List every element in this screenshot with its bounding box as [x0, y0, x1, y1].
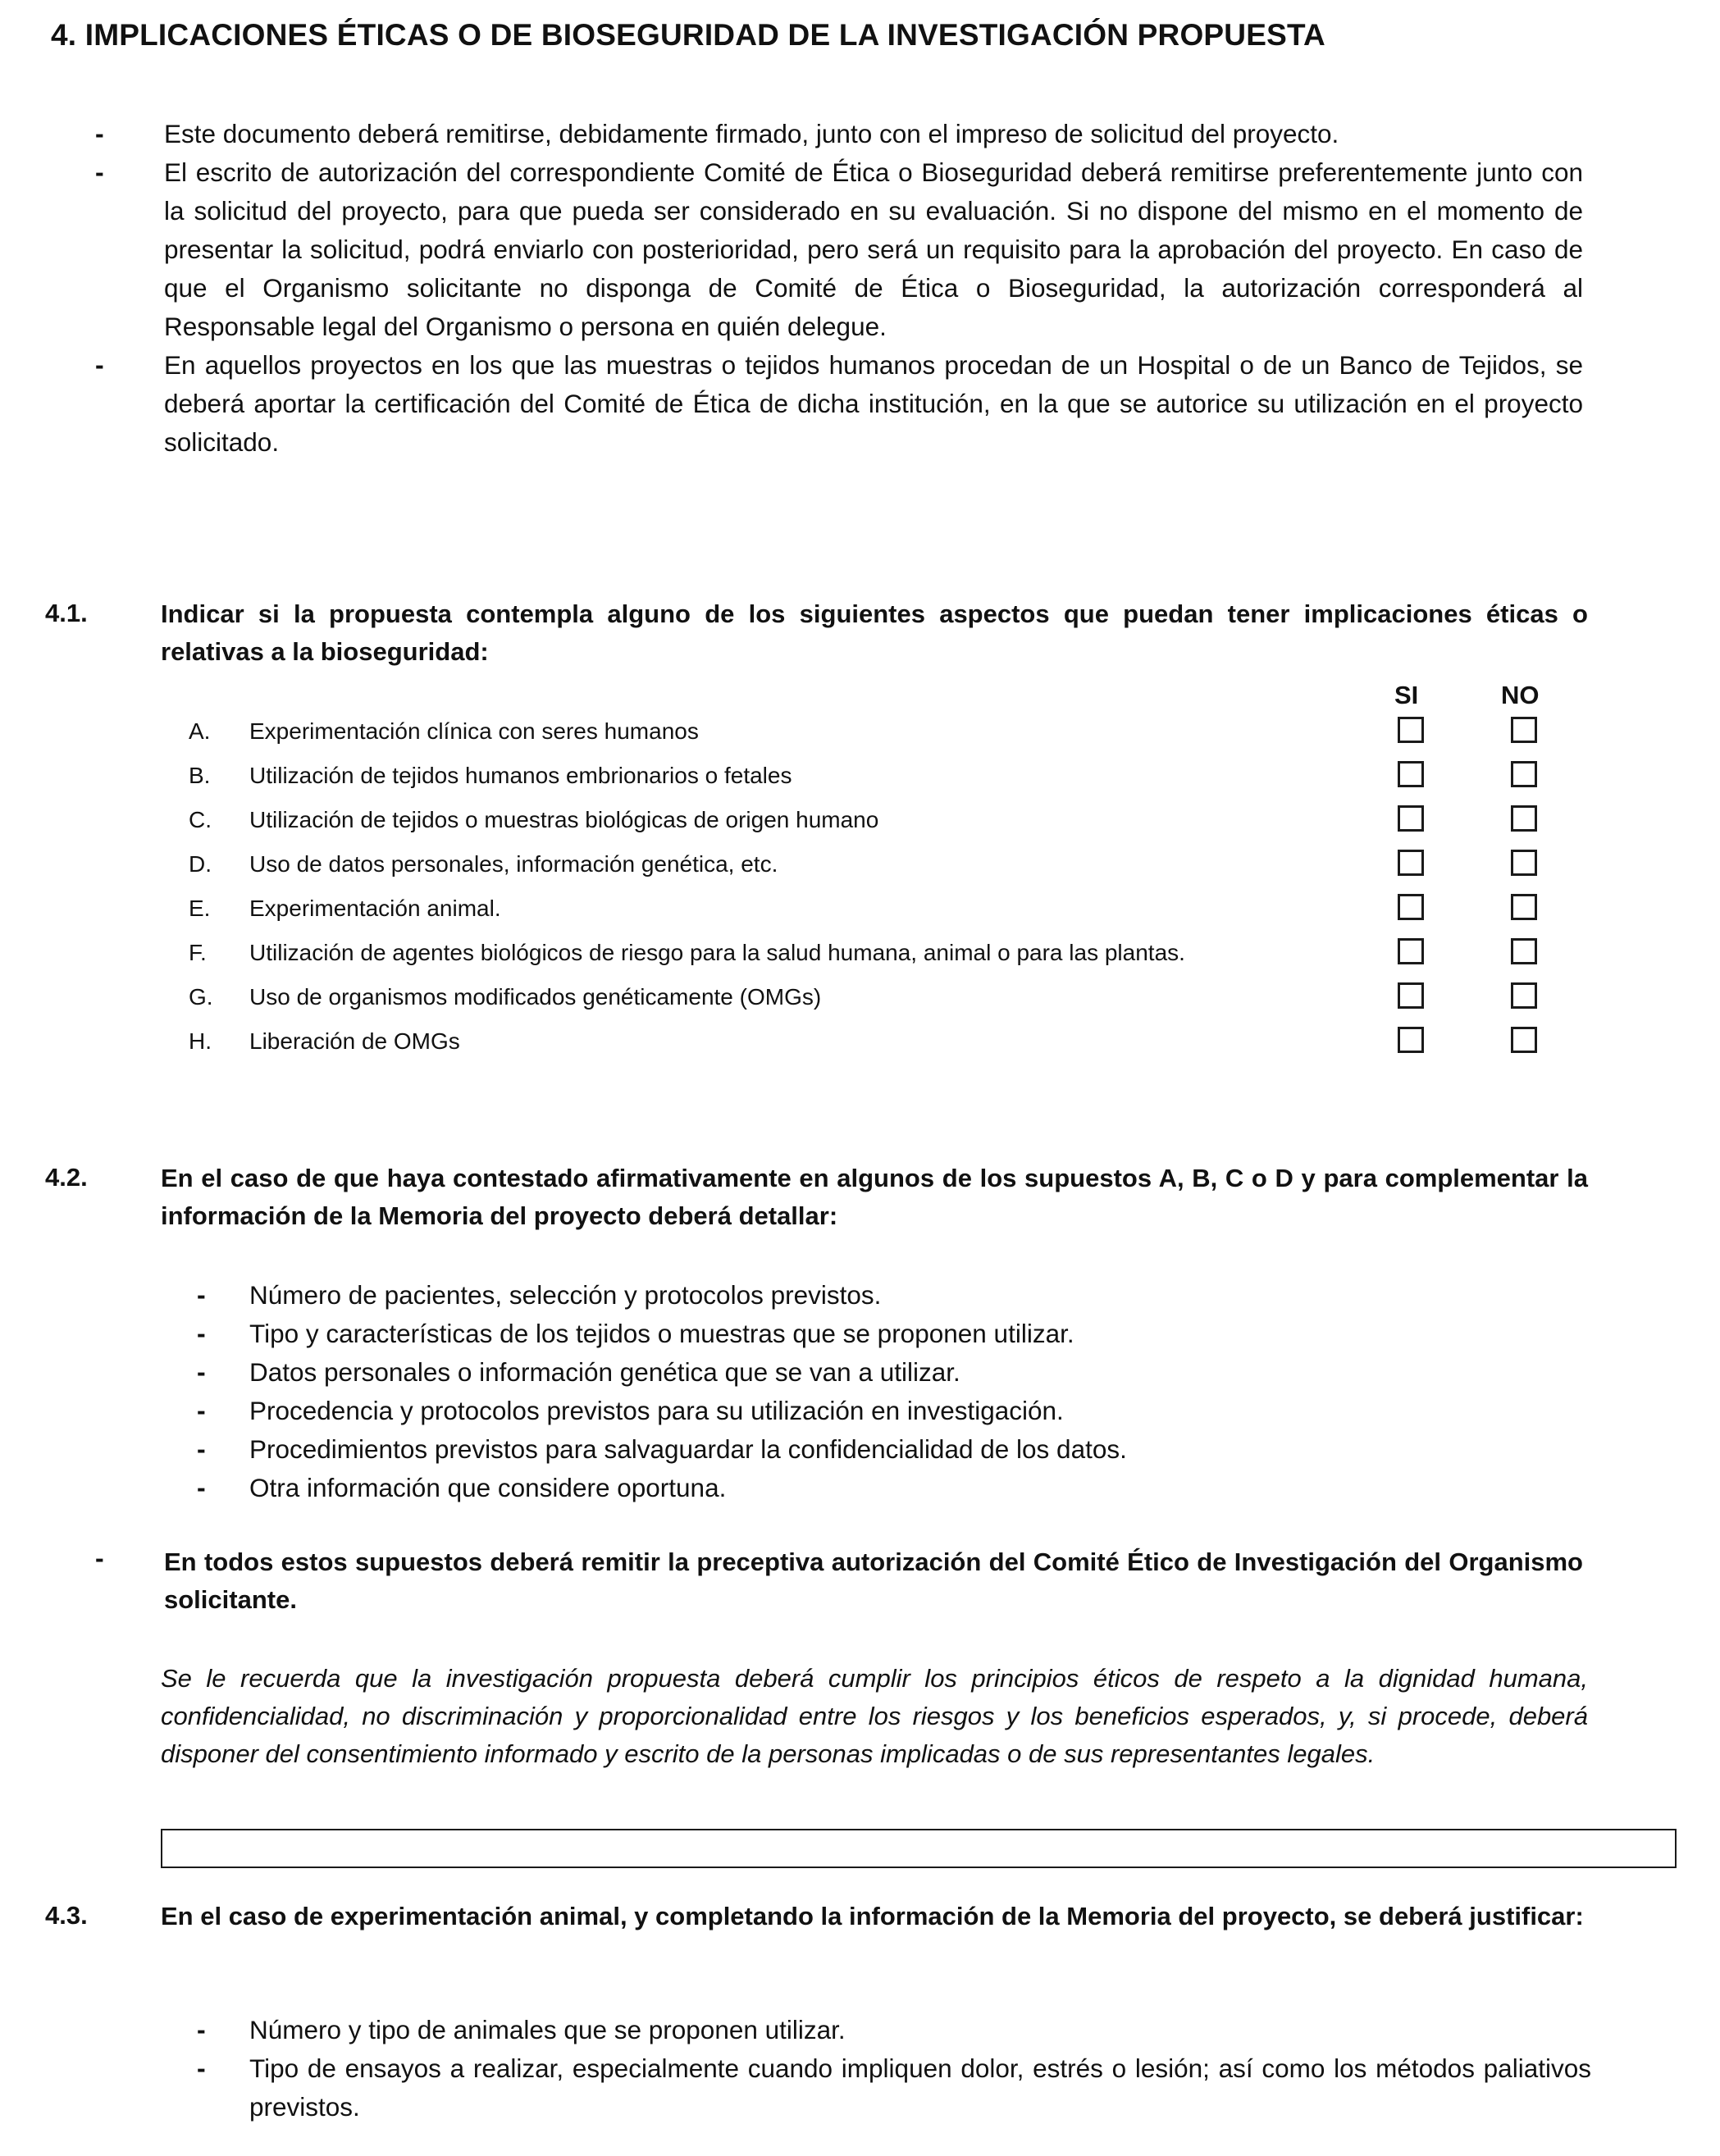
aspect-row-h [189, 1025, 1583, 1069]
section-heading-4-3: En el caso de experimentación animal, y completando la información de la Memoria del proyecto, se deberá justificar: [161, 1902, 1584, 1930]
aspect-text: Experimentación animal. [249, 896, 501, 921]
section-title: 4. IMPLICACIONES ÉTICAS O DE BIOSEGURIDAD DE LA INVESTIGACIÓN PROPUESTA [51, 18, 1325, 52]
aspect-row-e [189, 892, 1583, 937]
aspect-text: Utilización de agentes biológicos de riesgo para la salud humana, animal o para las plantas. [249, 940, 1185, 965]
dash-bullet: - [197, 2015, 206, 2044]
aspect-letter: A. [189, 718, 211, 744]
checkbox-si-e[interactable] [1398, 894, 1424, 920]
checkbox-no-h[interactable] [1511, 1027, 1537, 1053]
section-number-4-1: 4.1. [45, 599, 88, 627]
checkbox-no-e[interactable] [1511, 894, 1537, 920]
checkbox-si-c[interactable] [1398, 805, 1424, 832]
column-header-no: NO [1501, 681, 1540, 709]
aspect-letter: H. [189, 1028, 212, 1054]
checkbox-no-g[interactable] [1511, 982, 1537, 1009]
list-item [197, 1430, 1591, 1469]
dash-bullet: - [197, 1396, 206, 1425]
list-item [197, 2011, 1591, 2049]
aspect-letter: F. [189, 940, 207, 965]
aspect-row-f [189, 937, 1583, 981]
intro-item-text: Este documento deberá remitirse, debidamente firmado, junto con el impreso de solicitud del proyecto. [164, 119, 1339, 148]
aspect-row-b [189, 759, 1583, 804]
section-heading-4-1: Indicar si la propuesta contempla alguno de los siguientes aspectos que puedan tener implicaciones éticas o relativas a la bioseguridad: [161, 599, 1588, 666]
authorization-note [90, 1543, 1583, 1619]
note-item [90, 1543, 1583, 1619]
intro-item-text: El escrito de autorización del correspondiente Comité de Ética o Bioseguridad deberá remitirse preferentemente junto con la solicitud del proyecto, para que pueda ser considerado en su evaluación. Si no dispone del mismo en el momento de presentar la solicitud, podrá enviarlo con posterioridad, pero será un requisito para la aprobación del proyecto. En caso de que el Organismo solicitante no disponga de Comité de Ética o Bioseguridad, la autorización corresponderá al Responsable legal del Organismo o persona en quién delegue. [164, 157, 1583, 341]
checkbox-no-a[interactable] [1511, 717, 1537, 743]
list-item [197, 1353, 1591, 1392]
intro-list [90, 115, 1583, 462]
aspect-letter: E. [189, 896, 211, 921]
aspect-letter: B. [189, 763, 211, 788]
list-item [197, 1392, 1591, 1430]
dash-bullet: - [197, 1473, 206, 1502]
intro-item [90, 115, 1583, 153]
section-heading-4-2: En el caso de que haya contestado afirmativamente en algunos de los supuestos A, B, C o D y para complementar la información de la Memoria del proyecto deberá detallar: [161, 1164, 1588, 1230]
aspect-letter: G. [189, 984, 213, 1010]
list-item-text: Procedimientos previstos para salvaguardar la confidencialidad de los datos. [249, 1434, 1127, 1464]
patient-info-list [197, 1276, 1591, 1507]
intro-item [90, 346, 1583, 462]
dash-bullet: - [95, 1543, 104, 1573]
dash-bullet: - [95, 350, 104, 380]
aspect-text: Liberación de OMGs [249, 1028, 460, 1054]
section-number-4-3: 4.3. [45, 1901, 88, 1930]
list-item-text: Procedencia y protocolos previstos para su utilización en investigación. [249, 1396, 1064, 1425]
list-item-text: Datos personales o información genética que se van a utilizar. [249, 1357, 960, 1387]
dash-bullet: - [197, 1357, 206, 1387]
checkbox-no-d[interactable] [1511, 850, 1537, 876]
intro-item [90, 153, 1583, 346]
checkbox-si-f[interactable] [1398, 938, 1424, 964]
list-item-text: Número y tipo de animales que se proponen utilizar. [249, 2015, 846, 2044]
checkbox-si-d[interactable] [1398, 850, 1424, 876]
checkbox-si-a[interactable] [1398, 717, 1424, 743]
aspect-row-d [189, 848, 1583, 892]
checkbox-no-f[interactable] [1511, 938, 1537, 964]
aspect-row-a [189, 715, 1583, 759]
list-item-text: Tipo y características de los tejidos o muestras que se proponen utilizar. [249, 1319, 1074, 1348]
list-item-text: Tipo de ensayos a realizar, especialmente cuando impliquen dolor, estrés o lesión; así como los métodos paliativos previstos. [249, 2053, 1591, 2122]
aspect-text: Uso de organismos modificados genéticamente (OMGs) [249, 984, 822, 1010]
aspect-row-c [189, 804, 1583, 848]
dash-bullet: - [197, 1434, 206, 1464]
list-item [197, 1315, 1591, 1353]
dash-bullet: - [95, 157, 104, 187]
column-header-si: SI [1394, 681, 1419, 709]
checkbox-no-b[interactable] [1511, 761, 1537, 787]
list-item [197, 1469, 1591, 1507]
list-item [197, 1276, 1591, 1315]
animal-info-list [197, 2011, 1591, 2126]
dash-bullet: - [95, 119, 104, 148]
aspect-text: Uso de datos personales, información genética, etc. [249, 851, 778, 877]
list-item [197, 2049, 1591, 2126]
answer-text-box[interactable] [161, 1829, 1677, 1868]
aspect-letter: C. [189, 807, 212, 832]
intro-item-text: En aquellos proyectos en los que las muestras o tejidos humanos procedan de un Hospital o de un Banco de Tejidos, se deberá aportar la certificación del Comité de Ética de dicha institución, en la que se autorice su utilización en el proyecto solicitado. [164, 350, 1583, 457]
dash-bullet: - [197, 1319, 206, 1348]
checkbox-si-h[interactable] [1398, 1027, 1424, 1053]
list-item-text: Número de pacientes, selección y protocolos previstos. [249, 1280, 882, 1310]
dash-bullet: - [197, 1280, 206, 1310]
aspect-text: Utilización de tejidos humanos embrionarios o fetales [249, 763, 792, 788]
list-item-text: Otra información que considere oportuna. [249, 1473, 727, 1502]
authorization-note-text: En todos estos supuestos deberá remitir la preceptiva autorización del Comité Ético de Investigación del Organismo solicitante. [164, 1547, 1583, 1614]
aspect-row-g [189, 981, 1583, 1025]
dash-bullet: - [197, 2053, 206, 2083]
aspect-text: Experimentación clínica con seres humanos [249, 718, 699, 744]
aspect-text: Utilización de tejidos o muestras biológicas de origen humano [249, 807, 879, 832]
checkbox-si-b[interactable] [1398, 761, 1424, 787]
ethics-reminder: Se le recuerda que la investigación propuesta deberá cumplir los principios éticos de respeto a la dignidad humana, confidencialidad, no discriminación y proporcionalidad entre los riesgos y los beneficios esperados, y, si procede, deberá disponer del consentimiento informado y escrito de la personas implicadas o de sus representantes legales. [161, 1664, 1588, 1768]
checkbox-si-g[interactable] [1398, 982, 1424, 1009]
aspect-letter: D. [189, 851, 212, 877]
section-number-4-2: 4.2. [45, 1163, 88, 1192]
checkbox-no-c[interactable] [1511, 805, 1537, 832]
